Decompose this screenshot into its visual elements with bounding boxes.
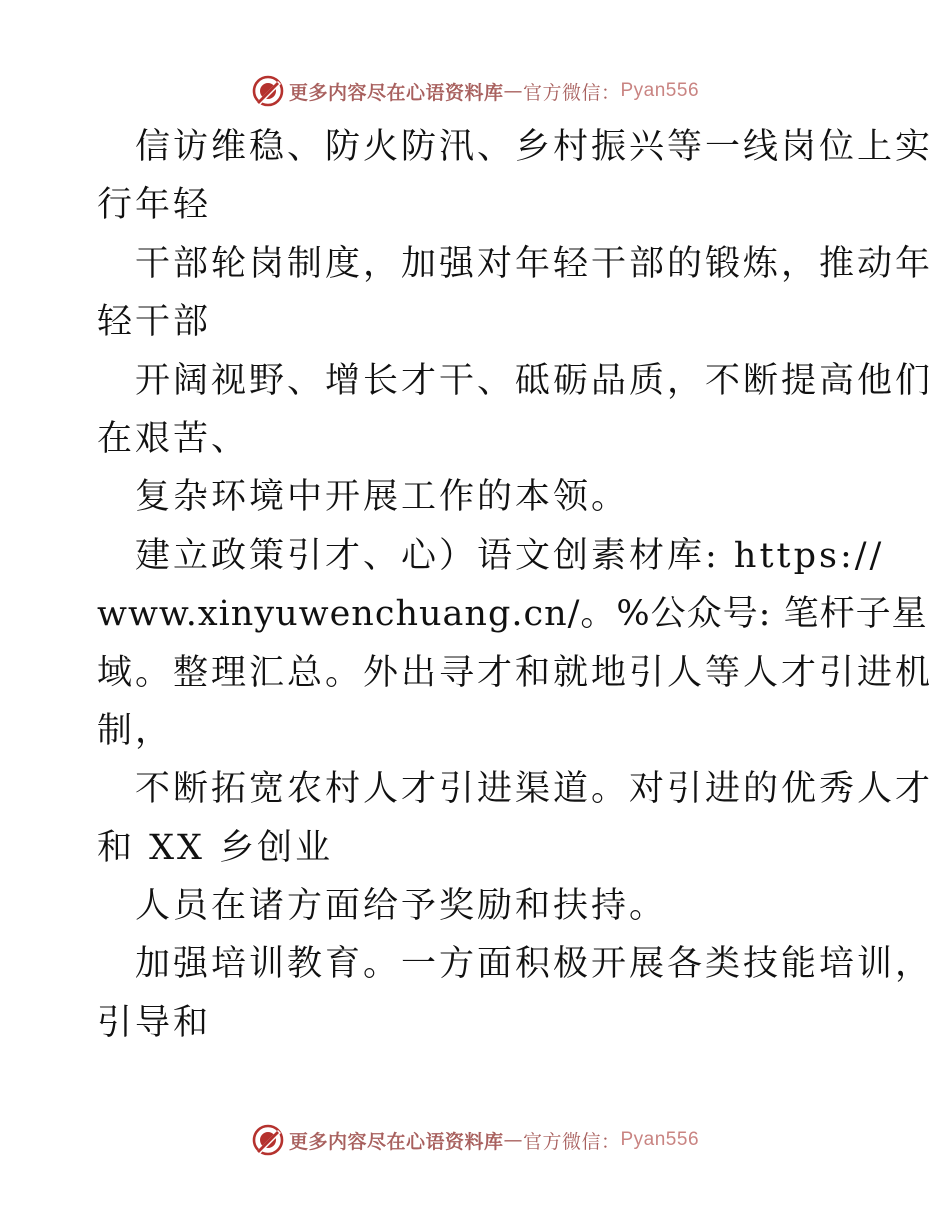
body-line: 轻干部 (97, 302, 212, 343)
header-wechat-id: Pyan556 (620, 80, 700, 101)
pen-logo-icon (251, 1123, 285, 1157)
body-line: 复杂环境中开展工作的本领。 (135, 477, 630, 518)
body-line: www.xinyuwenchuang.cn/。%公众号: 笔杆子星 (97, 594, 928, 635)
body-line: 不断拓宽农村人才引进渠道。对引进的优秀人才 (135, 769, 934, 810)
footer-wechat-id: Pyan556 (620, 1129, 700, 1150)
body-line: 和 XX 乡创业 (97, 827, 334, 868)
body-line: 建立政策引才、心）语文创素材库: https:// (135, 535, 885, 576)
body-line: 域。整理汇总。外出寻才和就地引人等人才引进机 (97, 652, 934, 693)
header-brand-text: 更多内容尽在心语资料库 (288, 81, 504, 104)
footer-dash: — (503, 1129, 523, 1151)
header-wechat-label: 官方微信： (522, 81, 621, 104)
document-body (97, 118, 934, 1052)
footer-wechat-label: 官方微信： (522, 1130, 621, 1153)
body-line: 行年轻 (97, 185, 212, 226)
body-line: 开阔视野、增长才干、砥砺品质，不断提高他们 (135, 360, 934, 401)
footer-banner (0, 1120, 950, 1160)
body-line: 人员在诸方面给予奖励和扶持。 (135, 886, 668, 927)
footer-brand-text: 更多内容尽在心语资料库 (288, 1130, 504, 1153)
body-line: 在艰苦、 (97, 418, 250, 459)
body-line: 信访维稳、防火防汛、乡村振兴等一线岗位上实 (135, 127, 934, 167)
header-dash: — (503, 80, 523, 102)
body-line: 加强培训教育。一方面积极开展各类技能培训， (135, 944, 934, 985)
body-line: 制， (97, 710, 174, 751)
header-banner (0, 71, 950, 111)
pen-logo-icon (251, 74, 285, 108)
body-line: 引导和 (97, 1002, 212, 1043)
body-line: 干部轮岗制度，加强对年轻干部的锻炼，推动年 (135, 243, 934, 284)
